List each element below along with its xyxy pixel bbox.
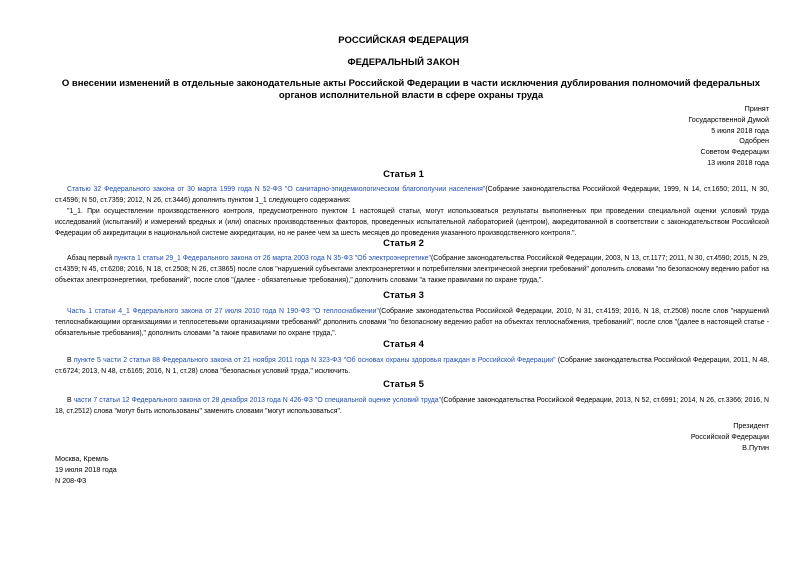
adoption-block — [688, 104, 769, 169]
article-5-text: (Собрание законодательства Российской Федерации, 2013, N 52, ст.6991; 2014, N 26, ст.3366; 2016, N 18, ст.2512) слова "могут быть использованы" заменить словами "могут использоваться". — [55, 397, 769, 415]
law-title: О внесении изменений в отдельные законодательные акты Российской Федерации в части исключения дублирования полномочий федеральных органов исполнительной власти в сфере охраны труда — [61, 78, 761, 101]
article-2-pre: Абзац первый — [67, 255, 115, 262]
signing-details — [55, 453, 117, 486]
article-1-link[interactable]: Статью 32 Федерального закона от 30 марта 1999 года N 52-ФЗ "О санитарно-эпидемиологическом благополучии населения" — [67, 186, 486, 193]
signature-block — [691, 421, 769, 453]
signer-name: В.Путин — [742, 442, 769, 452]
adoption-line: Принят — [744, 104, 769, 113]
article-5-heading: Статья 5 — [383, 379, 424, 390]
article-3-paragraph — [55, 307, 769, 340]
approval-line: Советом Федерации — [700, 147, 769, 157]
article-3-heading: Статья 3 — [383, 290, 424, 301]
signing-place: Москва, Кремль — [55, 454, 109, 463]
article-5-pre: В — [67, 397, 74, 404]
signer-country: Российской Федерации — [690, 431, 769, 441]
article-2-heading: Статья 2 — [383, 238, 424, 249]
signer-title: Президент — [733, 421, 769, 430]
article-1-heading: Статья 1 — [383, 169, 424, 180]
law-number: N 208-ФЗ — [55, 476, 87, 485]
law-type-heading: ФЕДЕРАЛЬНЫЙ ЗАКОН — [347, 57, 460, 68]
article-4-text: (Собрание законодательства Российской Федерации, 2011, N 48, ст.6724; 2013, N 48, ст.6165; 2016, N 1, ст.28) слова "безопасных условий труда," исключить. — [55, 357, 769, 375]
article-1-quote — [55, 207, 769, 240]
article-2-text: (Собрание законодательства Российской Федерации, 2003, N 13, ст.1177; 2011, N 30, ст.4590; 2015, N 29, ст.4359; N 45, ст.6208; 2016, N 18, ст.2508; N 26, ст.3865) после слов "нарушений субъектами электроэнергетики и потребителями электрической энергии требований" дополнить словами "по безопасному ведению работ на объектах электроэнергетики, требований", после слов "(далее - обязательные требования)," дополнить словами "а также правилами по охране труда,". — [55, 255, 769, 284]
article-1-paragraph — [55, 185, 769, 207]
article-1-quote-text: "1_1. При осуществлении производственного контроля, предусмотренного пунктом 1 настоящей статьи, могут использоваться результаты выполненных при проведении специальной оценки условий труда исследований (испытаний) и измерений вредных и (или) опасных производственных факторов, проведенных испытательной лабораторией (центром), аккредитованной в соответствии с законодательством Российской Федерации об аккредитации в национальной системе аккредитации, но не ранее чем за шесть месяцев до проведения указанного производственного контроля.". — [55, 208, 769, 237]
article-4-pre: В — [67, 357, 74, 364]
adoption-date: 5 июля 2018 года — [711, 125, 769, 135]
article-2-link[interactable]: пункта 1 статьи 29_1 Федерального закона от 26 марта 2003 года N 35-ФЗ "Об электроэнергетике" — [114, 255, 431, 262]
federation-heading: РОССИЙСКАЯ ФЕДЕРАЦИЯ — [338, 35, 469, 46]
article-3-link[interactable]: Часть 1 статьи 4_1 Федерального закона от 27 июля 2010 года N 190-ФЗ "О теплоснабжении" — [67, 308, 379, 315]
article-5-link[interactable]: части 7 статьи 12 Федерального закона от 28 декабря 2013 года N 426-ФЗ "О специальной оценке условий труда" — [73, 397, 442, 404]
signing-date: 19 июля 2018 года — [55, 465, 117, 474]
adoption-line: Государственной Думой — [688, 114, 769, 124]
article-2-paragraph — [55, 254, 769, 287]
article-4-link[interactable]: пункте 5 части 2 статьи 88 Федерального закона от 21 ноября 2011 года N 323-ФЗ "Об основах охраны здоровья граждан в Российской Федерации" — [73, 357, 556, 364]
article-1-text: (Собрание законодательства Российской Федерации, 1999, N 14, ст.1650; 2011, N 30, ст.4596; N 50, ст.7359; 2012, N 26, ст.3446) дополнить пунктом 1_1 следующего содержания: — [55, 186, 770, 204]
approval-line: Одобрен — [739, 136, 769, 146]
article-3-text: (Собрание законодательства Российской Федерации, 2010, N 31, ст.4159; 2016, N 18, ст.2508) после слов "нарушений теплоснабжающими организациями и теплосетевыми организациями требований" дополнить словами "по безопасному ведению работ на объектах теплоснабжения, требований", после слов "(далее в настоящей статье - обязательные требования)," дополнить словами "а также правилами по охране труда,". — [55, 308, 770, 337]
approval-date: 13 июля 2018 года — [707, 157, 769, 167]
article-5-paragraph — [55, 396, 769, 418]
article-4-heading: Статья 4 — [383, 339, 424, 350]
article-4-paragraph — [55, 356, 769, 378]
